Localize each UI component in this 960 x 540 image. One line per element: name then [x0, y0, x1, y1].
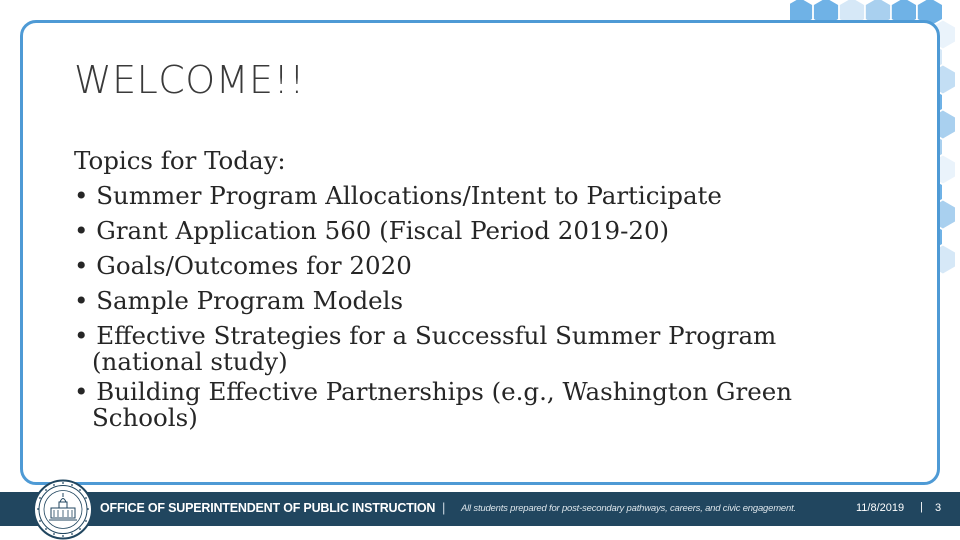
bullet-continuation: (national study): [92, 347, 288, 376]
ospi-seal-icon: [30, 479, 96, 540]
page-number: 3: [935, 502, 942, 514]
topics-heading: Topics for Today:: [74, 146, 286, 175]
slide-date: 11/8/2019: [856, 502, 905, 514]
footer-separator: |: [442, 500, 446, 515]
footer-bar: [0, 492, 960, 526]
bullet-continuation: Schools): [92, 403, 198, 432]
bullet-item: • Grant Application 560 (Fiscal Period 2019-20): [74, 216, 670, 245]
bullet-item: • Summer Program Allocations/Intent to Participate: [74, 181, 722, 210]
footer-tagline: All students prepared for post-secondary pathways, careers, and civic engagement.: [461, 503, 796, 514]
slide-title: WELCOME!!: [74, 58, 305, 102]
bullet-item: • Building Effective Partnerships (e.g., Washington Green Schools): [74, 374, 854, 430]
page-separator: |: [920, 501, 923, 513]
organization-name: OFFICE OF SUPERINTENDENT OF PUBLIC INSTRUCTION: [100, 501, 436, 515]
bullet-item: • Goals/Outcomes for 2020: [74, 251, 412, 280]
bullet-item: • Effective Strategies for a Successful Summer Program (national study): [74, 318, 854, 374]
slide-body: [74, 143, 854, 430]
bullet-item: • Sample Program Models: [74, 286, 404, 315]
